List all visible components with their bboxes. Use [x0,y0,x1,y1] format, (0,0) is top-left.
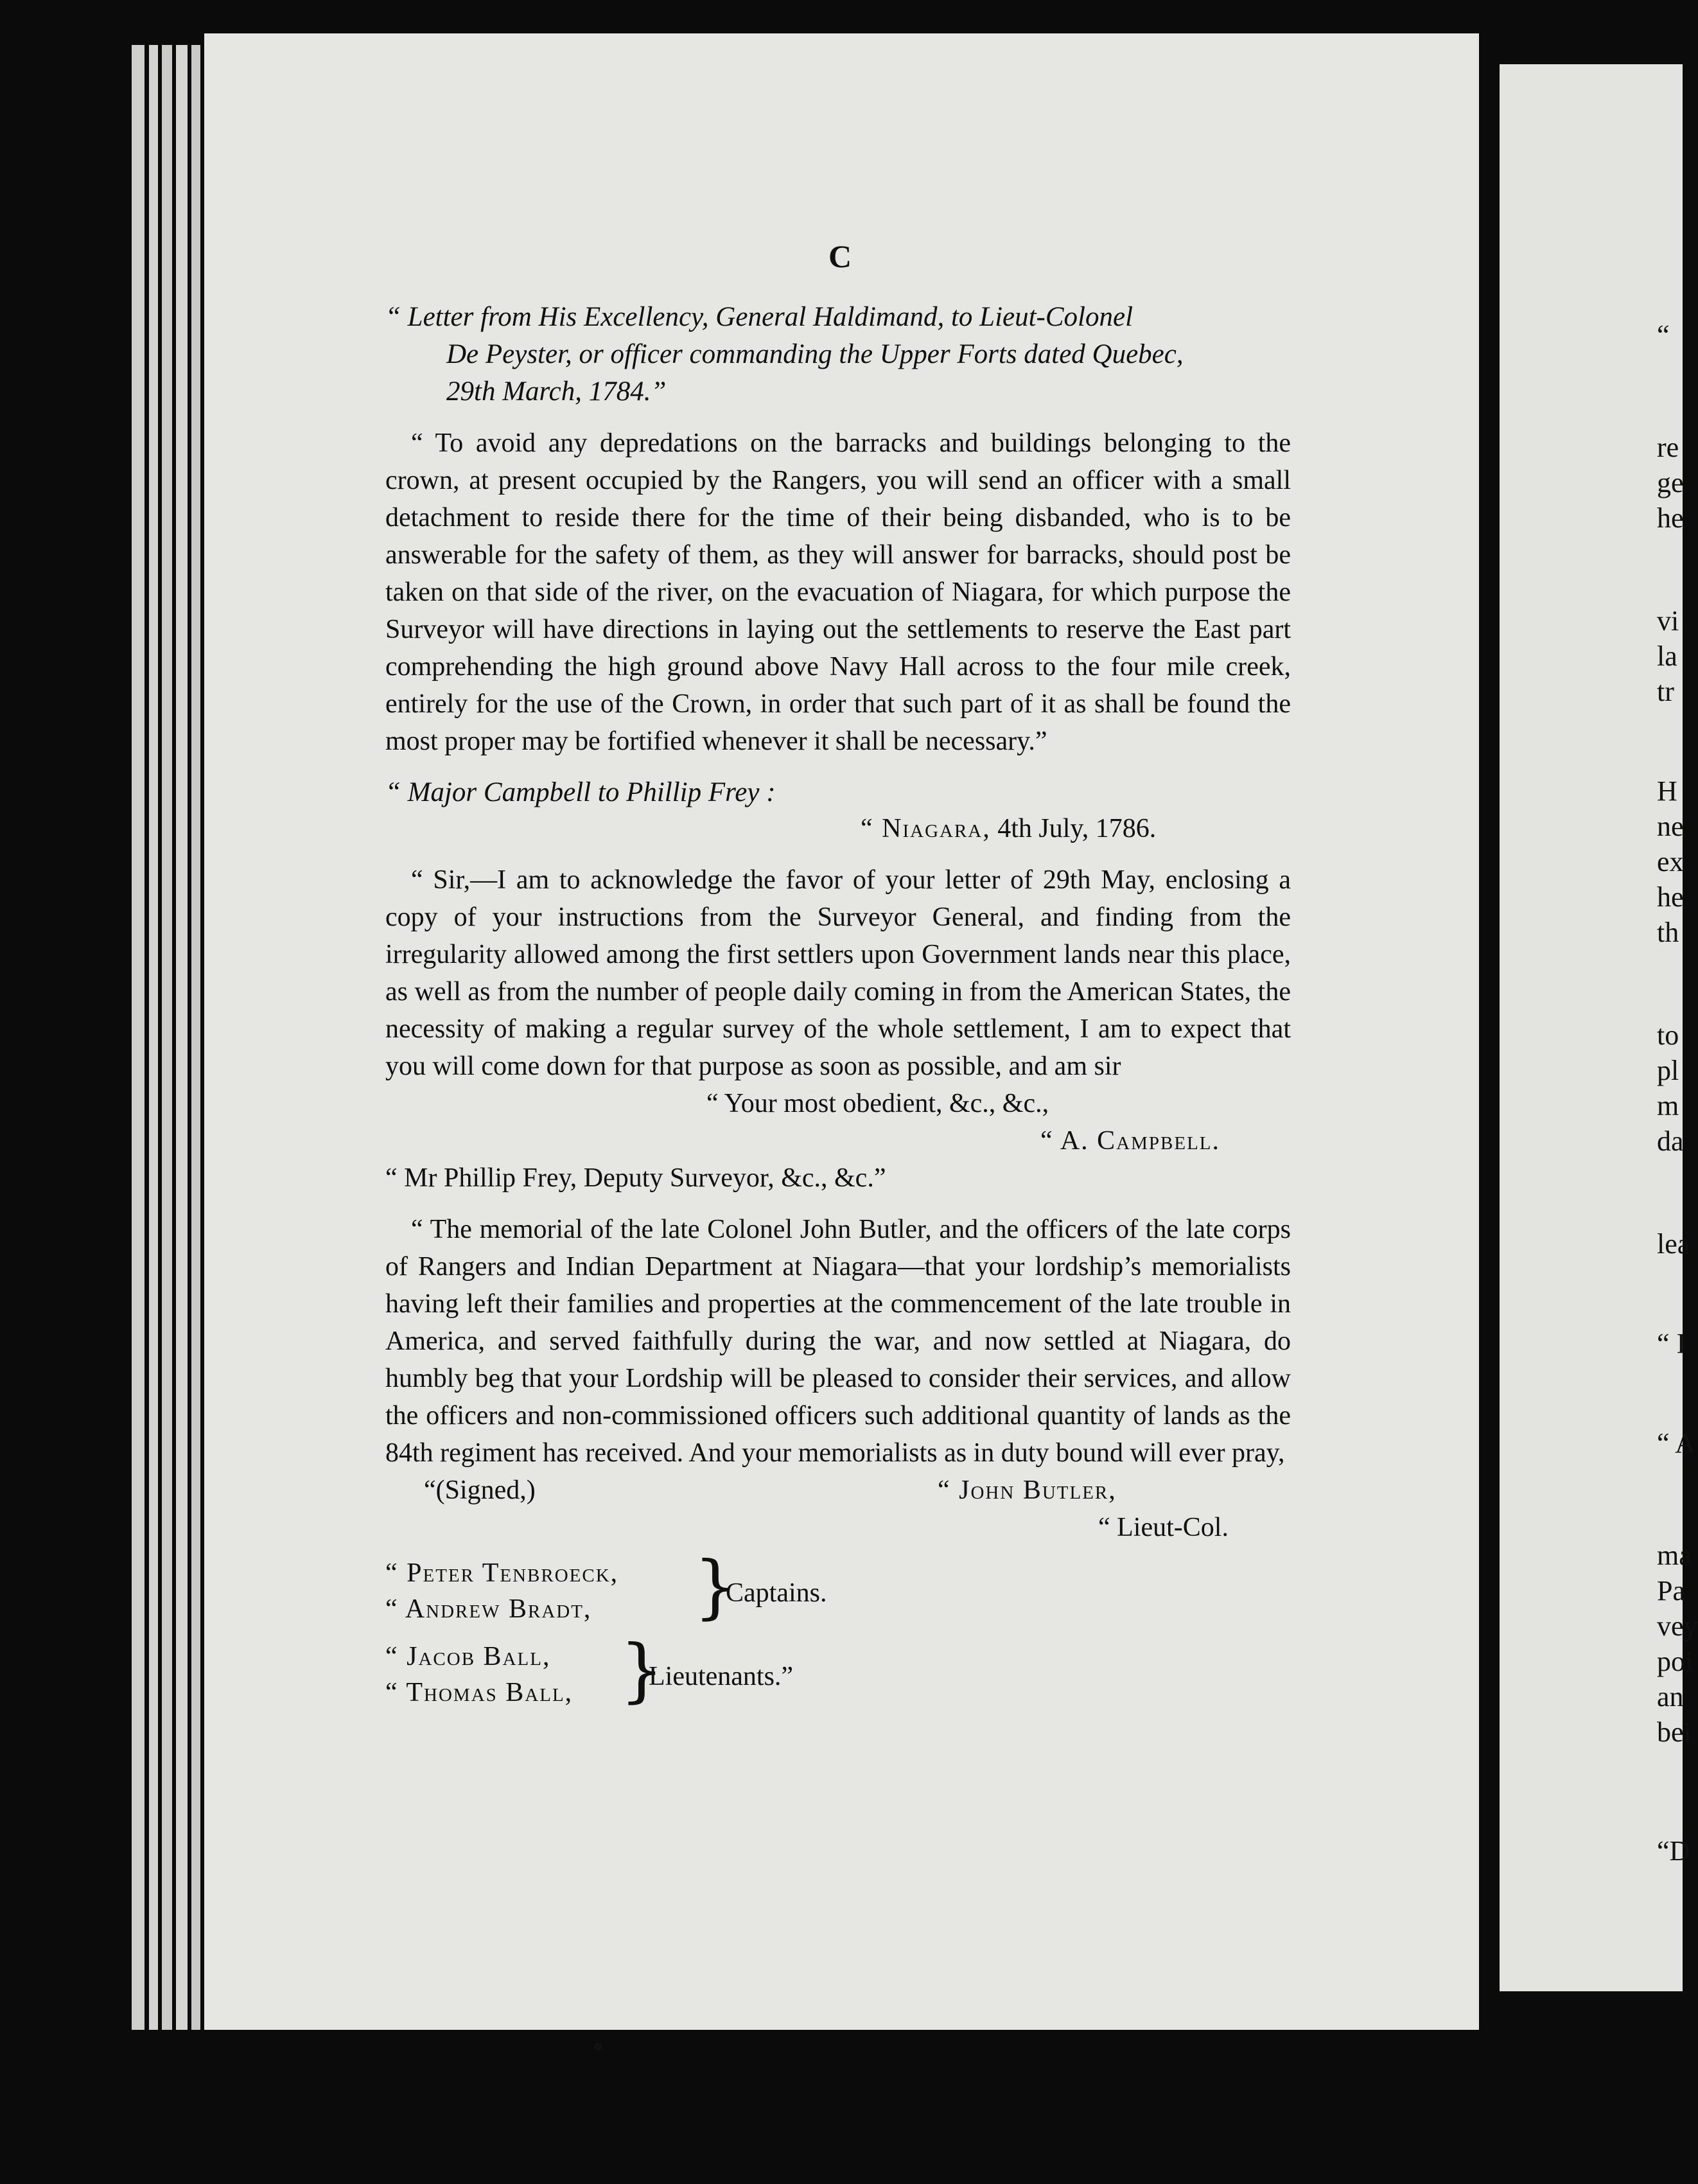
brace-icon: } [620,1630,664,1711]
book-edge [191,45,200,2030]
heading-line: 29th March, 1784.” [446,376,667,407]
memorial-text: “ The memorial of the late Colonel John Butler, and the officers of the late corps of Rangers and Indian Department at Niagara—that your lordship’s memorialists having left their families and properties at the commencement of the late trouble in America, and served faithfully during the war, and now settled at Niagara, do humbly beg that your Lordship will be pleased to consider their services, and allow the officers and non-commissioned officers such additional quantity of lands as the 84th regiment has received. And your memorialists as in duty bound will ever pray, [385,1215,1291,1468]
captains-names [385,1555,618,1627]
officer-name: “ Andrew Bradt, [385,1594,592,1624]
facing-page-fragment: he [1657,502,1684,534]
book-edge [132,45,144,2030]
facing-page-fragment: m [1657,1090,1679,1122]
facing-page-fragment: to [1657,1019,1679,1051]
heading-line: “ Letter from His Excellency, General Haldimand, to Lieut-Colonel [385,302,1133,332]
letter-addressee: “ Mr Phillip Frey, Deputy Surveyor, &c., &c.” [385,1163,886,1193]
facing-page-fragment: da [1657,1125,1684,1157]
facing-page-fragment: “ I [1657,1328,1686,1359]
captains-group [385,1547,1291,1630]
officer-name: “ Peter Tenbroeck, [385,1558,619,1588]
book-edge [149,45,158,2030]
facing-page-fragment: vi [1657,605,1679,637]
book-edge [176,45,188,2030]
facing-page-fragment: lea [1657,1228,1690,1260]
letter-heading [385,299,1291,410]
facing-page-fragment: la [1657,640,1677,672]
rank-label: Lieutenants.” [649,1662,794,1691]
signer-rank: “ Lieut-Col. [1098,1513,1229,1542]
page-body [385,234,1291,1713]
signature-row [385,1472,1291,1509]
facing-page-fragment: “ A [1657,1427,1695,1459]
facing-page-fragment: tr [1657,676,1674,707]
facing-page-fragment: th [1657,917,1679,948]
page-letter: C [828,238,852,274]
facing-page-fragment: vey [1657,1610,1698,1642]
facing-page-fragment: an [1657,1681,1684,1713]
letter-closing: “ Your most obedient, &c., &c., [706,1089,1049,1118]
lieutenants-names [385,1639,573,1711]
officer-name: “ Jacob Ball, [385,1642,551,1671]
facing-page-fragment: bei [1657,1716,1692,1748]
lieutenants-group [385,1630,1291,1713]
facing-page-fragment: poi [1657,1646,1694,1677]
facing-page-fragment: Pa [1657,1575,1685,1607]
letter-dateline [385,810,1291,847]
facing-page-fragment: he [1657,881,1684,913]
facing-page-fragment: ge [1657,467,1684,498]
book-edge [162,45,172,2030]
facing-page-fragment: ex [1657,846,1684,877]
facing-page-fragment: ma [1657,1540,1692,1571]
place-name: “ Niagara, [861,814,991,843]
campbell-letter-heading: “ Major Campbell to Phillip Frey : [385,777,776,807]
officer-name: “ Thomas Ball, [385,1678,573,1707]
letter-signature: “ A. Campbell. [1040,1126,1221,1156]
brace-icon: } [694,1547,738,1627]
rank-label: Captains. [726,1578,827,1608]
haldimand-letter-text: “ To avoid any depredations on the barracks and buildings belonging to the crown, at present occupied by the Rangers, you will send an officer with a small detachment to reside there for the time of their being disbanded, who is to be answerable for the safety of them, as they will answer for barracks, should post be taken on that side of the river, on the evacuation of Niagara, for which purpose the Surveyor will have directions in laying out the settlements to reserve the East part comprehending the high ground above Navy Hall across to the four mile creek, entirely for the use of the Crown, in order that such part of it as shall be found the most proper may be fortified whenever it shall be necessary.” [385,428,1291,756]
facing-page-fragment: ne [1657,811,1684,842]
facing-page-fragment: “ [1657,319,1670,351]
facing-page-fragment: H [1657,775,1677,807]
letter-date: 4th July, 1786. [990,814,1157,843]
signed-label: “(Signed,) [424,1475,536,1505]
signer-name: “ John Butler, [938,1475,1117,1505]
facing-page-fragment: “D [1657,1835,1690,1867]
heading-line: De Peyster, or officer commanding the Upper Forts dated Quebec, [446,339,1184,369]
campbell-letter-text: “ Sir,—I am to acknowledge the favor of your letter of 29th May, enclosing a copy of your instructions from the Surveyor General, and finding from the irregularity allowed among the first settlers upon Government lands near this place, as well as from the number of people daily coming in from the American States, the necessity of making a regular survey of the whole settlement, I am to expect that you will come down for that purpose as soon as possible, and am sir [385,865,1291,1081]
facing-page-fragment: pl [1657,1055,1679,1086]
ink-speck [594,2043,602,2050]
facing-page [1500,64,1698,1991]
facing-page-fragment: re [1657,432,1679,463]
